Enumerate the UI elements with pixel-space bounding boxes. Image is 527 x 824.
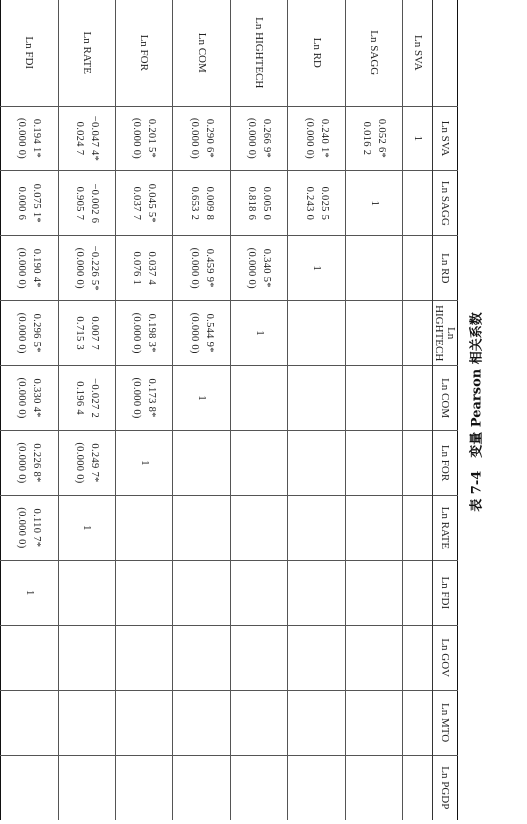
- correlation-cell: [116, 431, 173, 496]
- correlation-cell: [173, 171, 230, 236]
- p-value: (0.000 0): [16, 247, 28, 289]
- correlation-cell: [1, 106, 59, 171]
- p-value: 0.024 7: [73, 121, 85, 156]
- correlation-cell: [403, 560, 433, 625]
- correlation-cell: [288, 495, 345, 560]
- coefficient-value: 0.544 9*: [203, 313, 215, 353]
- p-value: (0.000 0): [246, 117, 258, 160]
- table-row: [345, 0, 402, 820]
- correlation-cell: [173, 431, 230, 496]
- coefficient-value: 0.198 3*: [146, 313, 158, 353]
- correlation-cell: [345, 106, 402, 171]
- coefficient-value: 0.173 8*: [146, 378, 158, 418]
- column-header: Ln RD: [433, 236, 458, 301]
- row-label: Ln COM: [173, 0, 230, 106]
- correlation-cell: [403, 171, 433, 236]
- coefficient-value: 0.005 0: [261, 186, 273, 221]
- coefficient-value: 0.459 9*: [203, 248, 215, 288]
- p-value: (0.000 0): [73, 442, 85, 484]
- coefficient-value: 1: [412, 135, 424, 142]
- correlation-cell: [58, 106, 115, 171]
- coefficient-value: 0.052 6*: [376, 118, 388, 159]
- coefficient-value: 0.007 7: [88, 316, 100, 350]
- correlation-cell: [345, 755, 402, 820]
- p-value: (0.000 0): [16, 117, 28, 160]
- correlation-cell: [116, 171, 173, 236]
- correlation-cell: [173, 625, 230, 690]
- correlation-cell: [288, 106, 345, 171]
- table-body: [1, 0, 433, 820]
- correlation-cell: [58, 625, 115, 690]
- table-caption: 表 7-4 变量 Pearson 相关系数: [469, 312, 485, 512]
- row-label: Ln FDI: [1, 0, 59, 106]
- correlation-cell: [403, 366, 433, 431]
- p-value: (0.000 0): [246, 247, 258, 289]
- correlation-cell: [173, 236, 230, 301]
- column-header: Ln HIGHTECH: [433, 301, 458, 366]
- coefficient-value: 0.194 1*: [31, 118, 43, 159]
- p-value: (0.000 0): [16, 507, 28, 549]
- correlation-cell: [403, 301, 433, 366]
- correlation-cell: [116, 366, 173, 431]
- coefficient-value: 0.110 7*: [31, 508, 43, 548]
- p-value: 0.196 4: [73, 381, 85, 415]
- table-row: [116, 0, 173, 820]
- coefficient-value: 0.025 5: [318, 186, 330, 221]
- coefficient-value: 1: [368, 200, 380, 207]
- correlation-cell: [116, 301, 173, 366]
- correlation-cell: [288, 625, 345, 690]
- p-value: (0.000 0): [131, 117, 143, 160]
- correlation-cell: [288, 755, 345, 820]
- correlation-cell: [230, 431, 287, 496]
- table-row: [288, 0, 345, 820]
- correlation-cell: [230, 560, 287, 625]
- correlation-cell: [173, 301, 230, 366]
- p-value: (0.000 0): [73, 247, 85, 289]
- row-label: Ln SAGG: [345, 0, 402, 106]
- table-row: [230, 0, 287, 820]
- correlation-cell: [403, 495, 433, 560]
- coefficient-value: 0.340 5*: [261, 248, 273, 288]
- correlation-cell: [1, 431, 59, 496]
- p-value: (0.000 0): [131, 377, 143, 419]
- correlation-cell: [1, 690, 59, 755]
- coefficient-value: 0.290 6*: [203, 118, 215, 159]
- correlation-cell: [288, 171, 345, 236]
- correlation-cell: [403, 431, 433, 496]
- column-header: Ln PGDP: [433, 755, 458, 820]
- coefficient-value: 0.045 5*: [146, 183, 158, 223]
- correlation-cell: [173, 690, 230, 755]
- correlation-cell: [116, 625, 173, 690]
- correlation-cell: [288, 301, 345, 366]
- correlation-cell: [230, 755, 287, 820]
- correlation-cell: [230, 106, 287, 171]
- correlation-cell: [230, 366, 287, 431]
- correlation-cell: [288, 560, 345, 625]
- correlation-cell: [403, 755, 433, 820]
- coefficient-value: 0.266 9*: [261, 118, 273, 159]
- correlation-cell: [58, 495, 115, 560]
- correlation-cell: [1, 755, 59, 820]
- correlation-cell: [116, 560, 173, 625]
- correlation-cell: [1, 301, 59, 366]
- column-header: Ln RATE: [433, 495, 458, 560]
- correlation-cell: [173, 366, 230, 431]
- correlation-cell: [403, 236, 433, 301]
- correlation-cell: [230, 301, 287, 366]
- coefficient-value: 0.009 8: [203, 186, 215, 221]
- p-value: 0.818 6: [246, 186, 258, 221]
- p-value: 0.715 3: [73, 316, 85, 350]
- coefficient-value: 0.249 7*: [88, 443, 100, 483]
- coefficient-value: −0.226 5*: [88, 245, 100, 291]
- coefficient-value: 0.226 8*: [31, 443, 43, 483]
- correlation-cell: [230, 236, 287, 301]
- correlation-cell: [58, 301, 115, 366]
- correlation-cell: [345, 236, 402, 301]
- correlation-cell: [345, 431, 402, 496]
- correlation-cell: [403, 625, 433, 690]
- coefficient-value: 1: [196, 395, 208, 401]
- p-value: (0.000 0): [16, 312, 28, 354]
- correlation-cell: [403, 106, 433, 171]
- correlation-cell: [345, 625, 402, 690]
- coefficient-value: 0.240 1*: [318, 118, 330, 159]
- correlation-cell: [116, 495, 173, 560]
- p-value: (0.000 0): [16, 377, 28, 419]
- p-value: 0.243 0: [303, 186, 315, 221]
- coefficient-value: 1: [23, 590, 35, 596]
- correlation-cell: [345, 495, 402, 560]
- p-value: (0.000 0): [303, 117, 315, 160]
- correlation-cell: [288, 690, 345, 755]
- correlation-cell: [58, 431, 115, 496]
- correlation-cell: [116, 755, 173, 820]
- p-value: 0.905 7: [73, 186, 85, 221]
- table-row: [1, 0, 59, 820]
- correlation-cell: [1, 236, 59, 301]
- coefficient-value: 0.201 5*: [146, 118, 158, 159]
- coefficient-value: 0.075 1*: [31, 183, 43, 223]
- correlation-cell: [230, 171, 287, 236]
- correlation-cell: [345, 171, 402, 236]
- correlation-cell: [116, 690, 173, 755]
- p-value: (0.000 0): [188, 312, 200, 354]
- corner-cell: [433, 0, 458, 106]
- correlation-cell: [1, 560, 59, 625]
- correlation-cell: [288, 236, 345, 301]
- coefficient-value: 1: [138, 460, 150, 466]
- correlation-cell: [58, 366, 115, 431]
- correlation-cell: [230, 625, 287, 690]
- correlation-cell: [173, 560, 230, 625]
- coefficient-value: 1: [311, 265, 323, 272]
- correlation-cell: [1, 495, 59, 560]
- p-value: 0.076 1: [131, 251, 143, 286]
- correlation-cell: [345, 690, 402, 755]
- p-value: (0.000 0): [188, 247, 200, 289]
- p-value: (0.000 0): [131, 312, 143, 354]
- correlation-cell: [173, 755, 230, 820]
- correlation-cell: [58, 171, 115, 236]
- table-row: [58, 0, 115, 820]
- correlation-cell: [345, 560, 402, 625]
- correlation-cell: [345, 366, 402, 431]
- correlation-cell: [58, 690, 115, 755]
- coefficient-value: 1: [81, 525, 93, 531]
- column-header: Ln GOV: [433, 625, 458, 690]
- correlation-cell: [288, 366, 345, 431]
- p-value: 0.000 6: [16, 186, 28, 221]
- row-label: Ln SVA: [403, 0, 433, 106]
- row-label: Ln RD: [288, 0, 345, 106]
- coefficient-value: 0.190 4*: [31, 248, 43, 288]
- column-header: Ln SAGG: [433, 171, 458, 236]
- coefficient-value: −0.027 2: [88, 378, 100, 418]
- coefficient-value: −0.047 4*: [88, 115, 100, 162]
- correlation-cell: [345, 301, 402, 366]
- correlation-cell: [116, 236, 173, 301]
- coefficient-value: 1: [253, 330, 265, 336]
- correlation-cell: [230, 495, 287, 560]
- correlation-cell: [1, 171, 59, 236]
- row-label: Ln HIGHTECH: [230, 0, 287, 106]
- coefficient-value: 0.330 4*: [31, 378, 43, 418]
- table-header-row: [433, 0, 458, 820]
- correlation-cell: [230, 690, 287, 755]
- correlation-cell: [173, 495, 230, 560]
- p-value: 0.653 2: [188, 186, 200, 221]
- correlation-cell: [1, 366, 59, 431]
- row-label: Ln RATE: [58, 0, 115, 106]
- correlation-cell: [1, 625, 59, 690]
- coefficient-value: −0.002 6: [88, 183, 100, 224]
- row-label: Ln FOR: [116, 0, 173, 106]
- column-header: Ln MTO: [433, 690, 458, 755]
- p-value: (0.000 0): [188, 117, 200, 160]
- column-header: Ln FDI: [433, 560, 458, 625]
- p-value: (0.000 0): [16, 442, 28, 484]
- correlation-cell: [403, 690, 433, 755]
- correlation-cell: [58, 236, 115, 301]
- correlation-cell: [58, 755, 115, 820]
- correlation-cell: [116, 106, 173, 171]
- column-header: Ln SVA: [433, 106, 458, 171]
- correlation-cell: [173, 106, 230, 171]
- coefficient-value: 0.296 5*: [31, 313, 43, 353]
- p-value: 0.016 2: [361, 121, 373, 156]
- correlation-cell: [58, 560, 115, 625]
- table-row: [173, 0, 230, 820]
- p-value: 0.037 7: [131, 186, 143, 221]
- coefficient-value: 0.037 4: [146, 251, 158, 286]
- column-header: Ln FOR: [433, 431, 458, 496]
- correlation-cell: [288, 431, 345, 496]
- table-row: [403, 0, 433, 820]
- column-header: Ln COM: [433, 366, 458, 431]
